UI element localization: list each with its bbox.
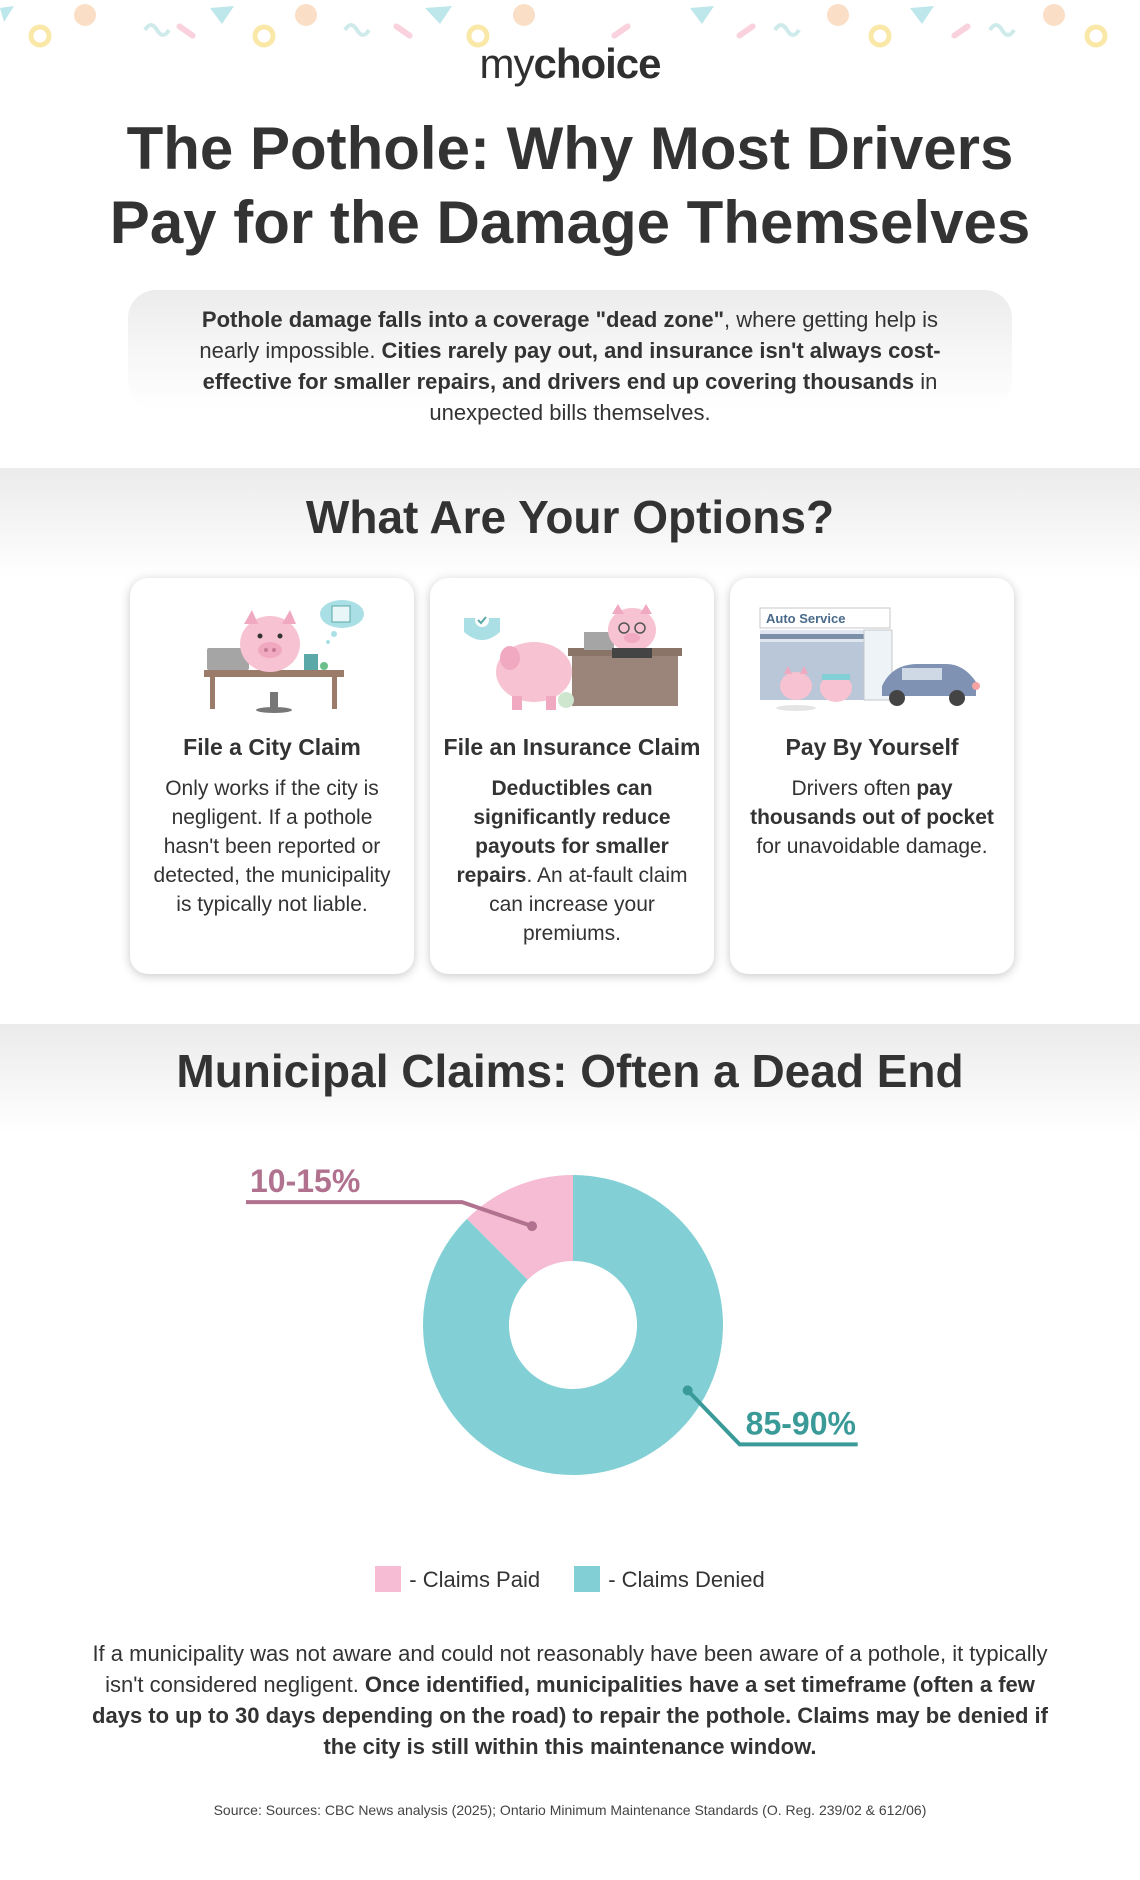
legend-label-paid: - Claims Paid bbox=[409, 1567, 541, 1592]
piggy-insurance-agent-icon bbox=[452, 604, 692, 714]
logo-text-choice: choice bbox=[533, 40, 661, 87]
piggy-at-desk-icon bbox=[152, 604, 392, 714]
card-text-c: . An at-fault claim can increase your premiums. bbox=[489, 864, 688, 945]
legend-swatch-denied bbox=[574, 1566, 600, 1592]
logo-text-my: my bbox=[479, 40, 534, 87]
card-title: Pay By Yourself bbox=[785, 734, 959, 760]
negligence-explanation bbox=[90, 1638, 1050, 1762]
data-label-denied: 85-90% bbox=[745, 1405, 856, 1442]
municipal-heading: Municipal Claims: Often a Dead End bbox=[176, 1045, 964, 1097]
source-citation: Source: Sources: CBC News analysis (2025); Ontario Minimum Maintenance Standards (O. Reg. 239/02 & 612/06) bbox=[213, 1802, 927, 1818]
legend-item-denied bbox=[574, 1566, 765, 1593]
option-card-pay-yourself bbox=[730, 578, 1014, 974]
title-line-1: The Pothole: Why Most Drivers bbox=[126, 115, 1014, 182]
legend-item-paid bbox=[375, 1566, 540, 1593]
option-card-city-claim bbox=[130, 578, 414, 974]
page-title bbox=[60, 112, 1080, 260]
mychoice-logo[interactable] bbox=[0, 40, 1140, 88]
legend-swatch-paid bbox=[375, 1566, 401, 1592]
card-title: File an Insurance Claim bbox=[443, 734, 701, 760]
card-text-a: Drivers often bbox=[791, 777, 917, 800]
card-text-b: pay thousands out of pocket bbox=[750, 777, 994, 829]
legend-label-denied: - Claims Denied bbox=[608, 1567, 765, 1592]
chart-legend bbox=[0, 1566, 1140, 1593]
intro-paragraph bbox=[128, 290, 1012, 428]
title-line-2: Pay for the Damage Themselves bbox=[109, 189, 1031, 256]
card-description bbox=[444, 774, 700, 948]
intro-bold-3: Cities rarely pay out, and insurance isn't always cost-effective for smaller repairs, and drivers end up covering thousands bbox=[202, 338, 941, 394]
card-description bbox=[144, 774, 400, 919]
data-label-paid: 10-15% bbox=[250, 1163, 361, 1200]
leader-dot-paid bbox=[527, 1221, 537, 1231]
intro-text-4: in unexpected bills themselves. bbox=[429, 369, 938, 425]
intro-text-2: , where getting help is nearly impossible. bbox=[199, 307, 939, 363]
card-text-c: for unavoidable damage. bbox=[756, 835, 988, 858]
card-text-b: Deductibles can significantly reduce payouts for smaller repairs bbox=[456, 777, 671, 887]
claims-donut-chart bbox=[250, 1150, 900, 1560]
leader-dot-denied bbox=[683, 1385, 693, 1395]
card-text-a: Only works if the city is negligent. If a pothole hasn't been reported or detected, the municipality is typically not liable. bbox=[153, 777, 391, 916]
explanation-text: If a municipality was not aware and could not reasonably have been aware of a pothole, it typically isn't considered negligent. bbox=[92, 1641, 1048, 1697]
options-heading: What Are Your Options? bbox=[305, 491, 835, 543]
intro-bold-1: Pothole damage falls into a coverage "dead zone" bbox=[201, 307, 725, 332]
card-title: File a City Claim bbox=[183, 734, 361, 760]
auto-service-sign: Auto Service bbox=[766, 611, 846, 626]
intro-box bbox=[128, 290, 1012, 425]
slice-claims-denied bbox=[423, 1175, 723, 1475]
option-card-insurance-claim bbox=[430, 578, 714, 974]
explanation-bold: Once identified, municipalities have a set timeframe (often a few days to up to 30 days depending on the road) to repair the pothole. Claims may be denied if the city is still within this maintenance window. bbox=[92, 1672, 1048, 1759]
auto-service-shop-icon bbox=[752, 604, 992, 714]
card-description bbox=[744, 774, 1000, 861]
